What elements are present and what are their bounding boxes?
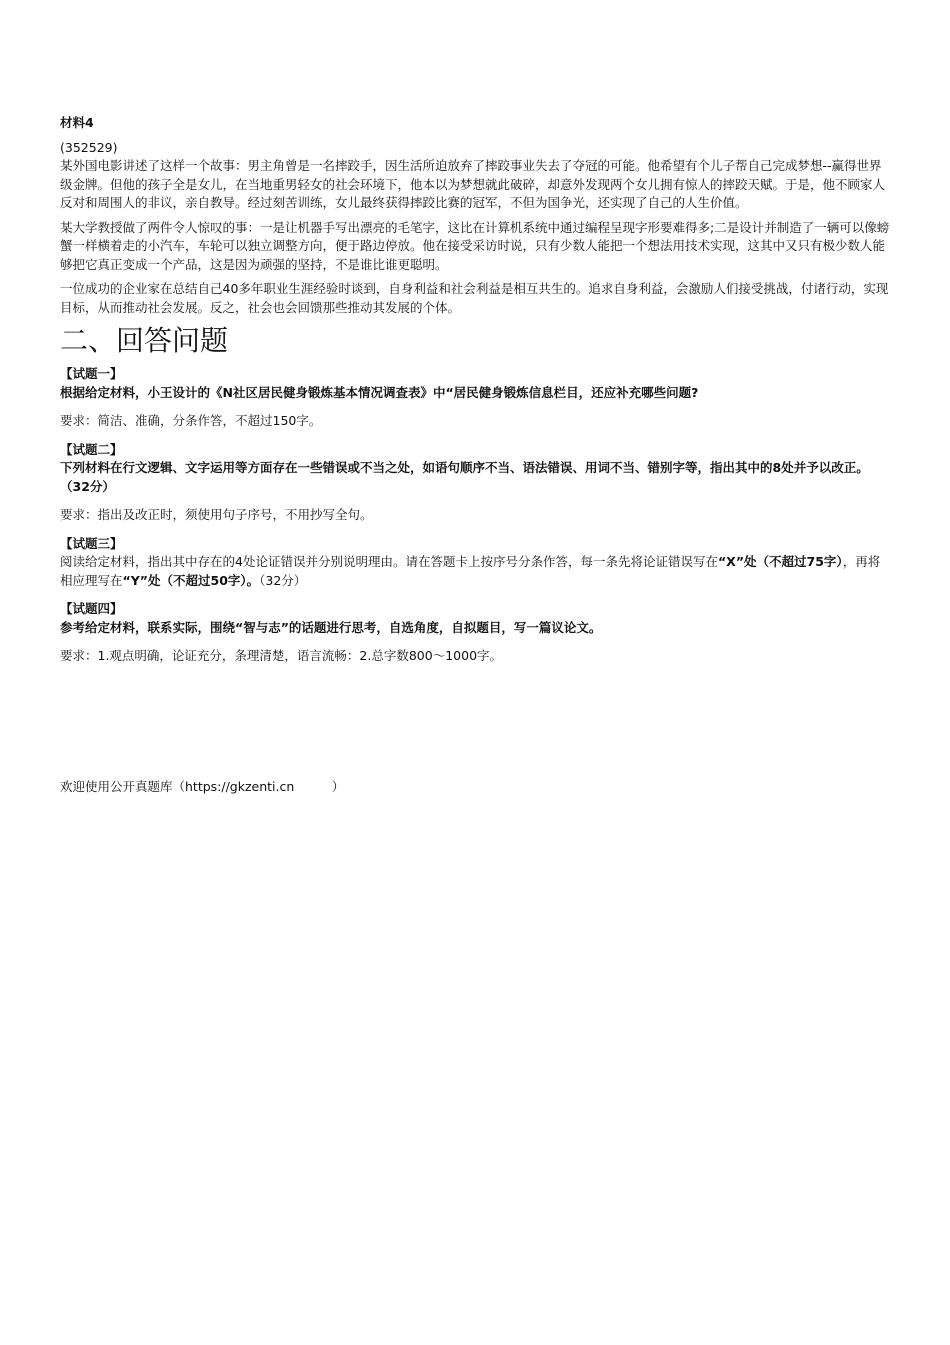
question-label: 【试题一】	[60, 366, 123, 381]
question-2	[60, 441, 892, 497]
question-requirement: 要求：简洁、准确，分条作答，不超过150字。	[60, 413, 322, 428]
prompt-text: ，再将相应理写在	[60, 554, 881, 588]
question-prompt: 下列材料在行文逻辑、文字运用等方面存在一些错误或不当之处，如语句顺序不当、语法错误、用词不当、错别字等，指出其中的8处并予以改正。（32分）	[60, 460, 869, 494]
prompt-emphasis-x: “X”处（不超过75字）	[717, 554, 843, 569]
question-requirement: 要求：1.观点明确，论证充分，条理清楚，语言流畅：2.总字数800～1000字。	[60, 648, 503, 663]
question-3	[60, 535, 892, 591]
question-prompt: 参考给定材料，联系实际，围绕“智与志”的话题进行思考，自选角度，自拟题目，写一篇议论文。	[60, 619, 602, 635]
question-label: 【试题三】	[60, 535, 123, 551]
material-paragraph: 某大学教授做了两件令人惊叹的事：一是让机器手写出漂亮的毛笔字，这比在计算机系统中通过编程呈现字形要难得多;二是设计并制造了一辆可以像螃蟹一样横着走的小汽车，车轮可以独立调整方向，便于路边停放。他在接受采访时说，只有少数人能把一个想法用技术实现，这其中又只有极少数人能够把它真正变成一个产品，这是因为顽强的坚持，不是谁比谁更聪明。	[60, 219, 890, 272]
question-label: 【试题四】	[60, 601, 123, 616]
question-1	[60, 365, 892, 402]
question-prompt	[60, 553, 892, 590]
prompt-emphasis-y: “Y”处（不超过50字）。	[122, 572, 260, 588]
question-requirement: 要求：指出及改正时，须使用句子序号，不用抄写全句。	[60, 507, 373, 522]
footer-note: 欢迎使用公开真题库（https://gkzenti.cn ）	[60, 779, 345, 794]
material-paragraph: 一位成功的企业家在总结自己40多年职业生涯经验时谈到，自身利益和社会利益是相互共生的。追求自身利益，会激励人们接受挑战，付诸行动，实现目标，从而推动社会发展。反之，社会也会回馈那些推动其发展的个体。	[60, 281, 889, 315]
question-4	[60, 600, 892, 637]
prompt-score: （32分）	[259, 572, 307, 588]
section-heading: 二、回答问题	[60, 324, 229, 357]
prompt-text: 阅读给定材料，指出其中存在的4处论证错误并分别说明理由。请在答题卡上按序号分条作答，每一条先将论证错误写在	[60, 554, 718, 569]
question-prompt: 根据给定材料，小王设计的《N社区居民健身锻炼基本情况调查表》中“居民健身锻炼信息栏目，还应补充哪些问题?	[60, 384, 699, 400]
material-paragraph: 某外国电影讲述了这样一个故事：男主角曾是一名摔跤手，因生活所迫放弃了摔跤事业失去了夺冠的可能。他希望有个儿子帮自己完成梦想--赢得世界级金牌。但他的孩子全是女儿，在当地重男轻女的社会环境下，他本以为梦想就此破碎，却意外发现两个女儿拥有惊人的摔跤天赋。于是，他不顾家人反对和周围人的非议，亲自教导。经过刻苦训练，女儿最终获得摔跤比赛的冠军，不但为国争光，还实现了自己的人生价值。	[60, 158, 886, 210]
material-code: (352529)	[60, 139, 118, 155]
document-body	[60, 114, 892, 676]
question-label: 【试题二】	[60, 441, 123, 457]
material-title: 材料4	[60, 115, 94, 130]
